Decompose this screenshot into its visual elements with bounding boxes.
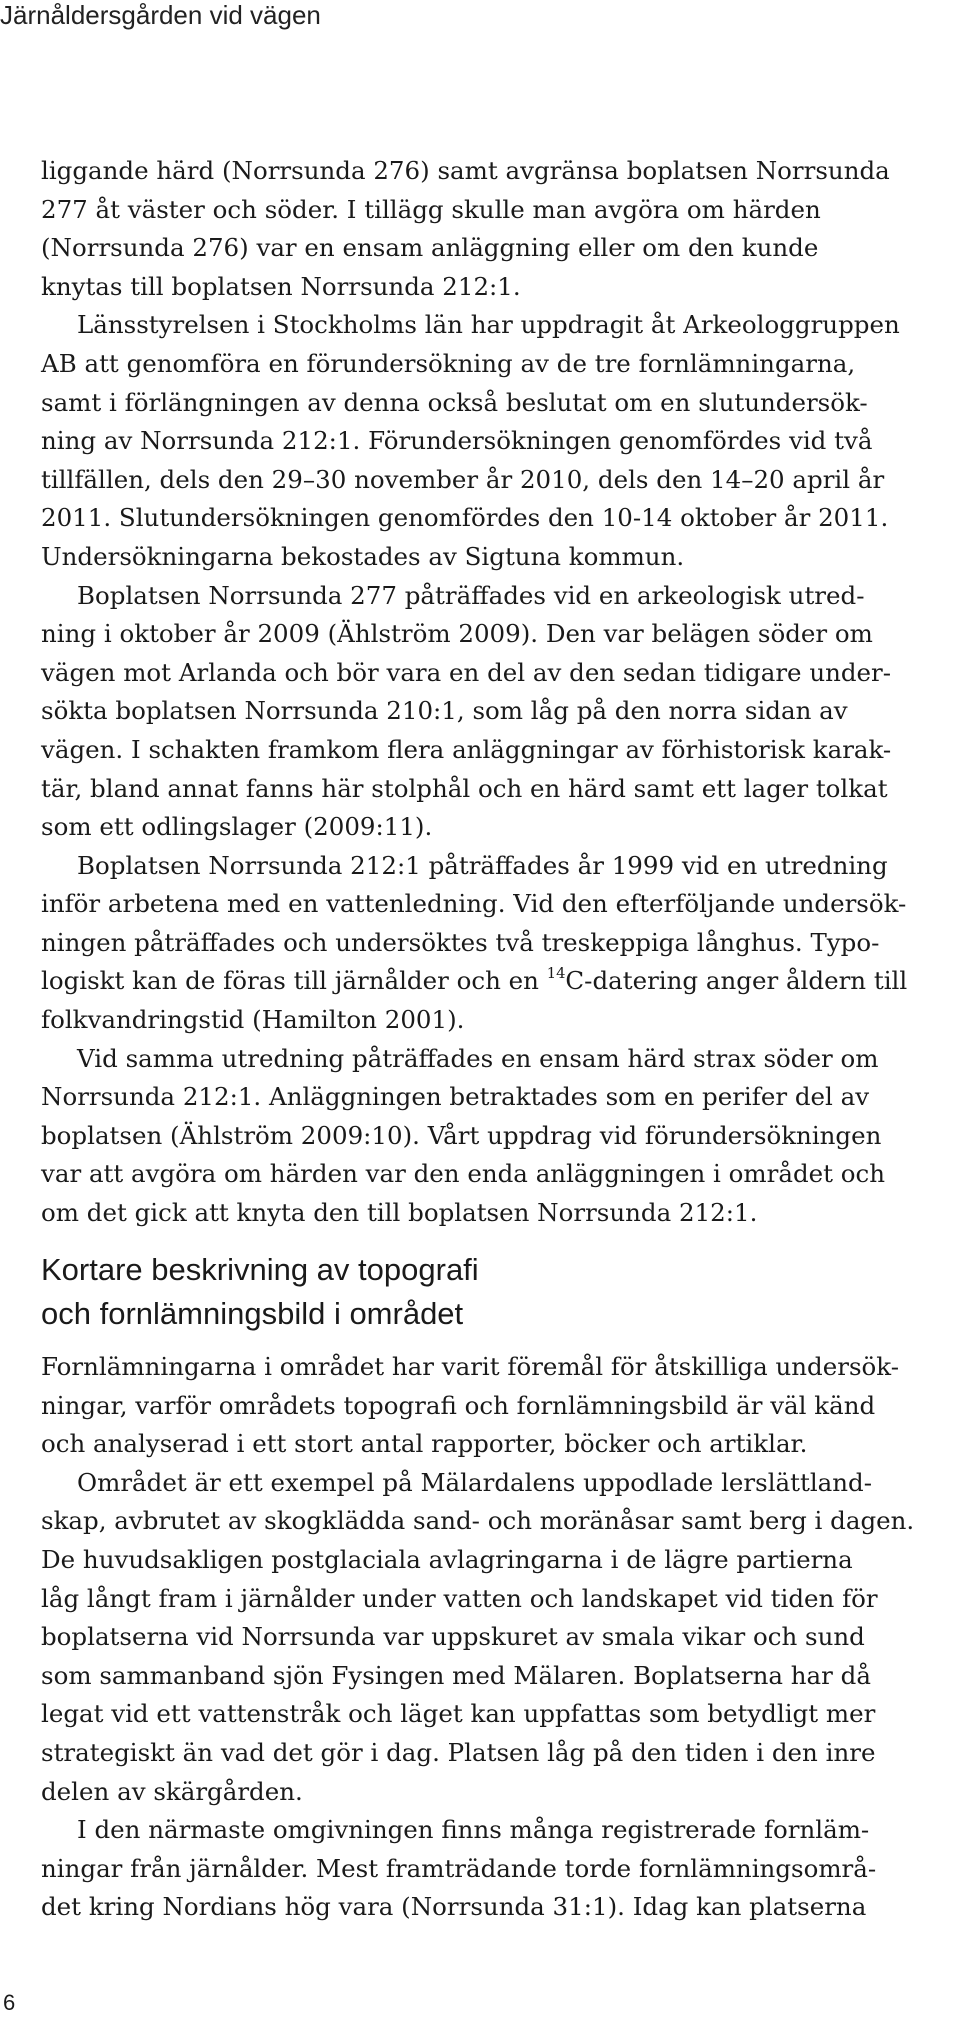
paragraph xyxy=(41,1348,914,1464)
text-line: det kring Nordians hög vara (Norrsunda 31:1). Idag kan platserna xyxy=(41,1892,867,1922)
text-line: ningar från järnålder. Mest framträdande torde fornlämningsområ- xyxy=(41,1853,877,1883)
text-line: Området är ett exempel på Mälardalens uppodlade lerslättland- xyxy=(77,1467,873,1497)
text-line: vägen mot Arlanda och bör vara en del av den sedan tidigare under- xyxy=(41,657,892,687)
page-number: 6 xyxy=(3,1990,16,2015)
text-line: legat vid ett vattenstråk och läget kan uppfattas som betydligt mer xyxy=(41,1699,876,1729)
text-line: tär, bland annat fanns här stolphål och en härd samt ett lager tolkat xyxy=(41,773,888,803)
text-line: boplatsen (Ählström 2009:10). Vårt uppdrag vid förundersökningen xyxy=(41,1120,882,1150)
text-line: AB att genomföra en förundersökning av de tre fornlämningarna, xyxy=(41,348,856,378)
body-text-section xyxy=(41,1348,914,1927)
text-line: ningar, varför områdets topografi och fornlämningsbild är väl känd xyxy=(41,1390,876,1420)
text-line: 2011. Slutundersökningen genomfördes den 10-14 oktober år 2011. xyxy=(41,503,889,533)
text-line: delen av skärgården. xyxy=(41,1776,303,1806)
section-heading-line: Kortare beskrivning av topografi xyxy=(41,1252,479,1287)
text-line xyxy=(41,962,907,1001)
body-text-intro xyxy=(41,152,907,1233)
text-line: Norrsunda 212:1. Anläggningen betraktades som en perifer del av xyxy=(41,1082,870,1112)
running-header: Järnåldersgården vid vägen xyxy=(0,0,321,30)
text-line: inför arbetena med en vattenledning. Vid den efterföljande undersök- xyxy=(41,889,907,919)
paragraph xyxy=(41,152,907,306)
text-line: skap, avbrutet av skogklädda sand- och moränåsar samt berg i dagen. xyxy=(41,1506,915,1536)
text-line: vägen. I schakten framkom flera anläggningar av förhistorisk karak- xyxy=(41,734,892,764)
text-line: boplatserna vid Norrsunda var uppskuret av smala vikar och sund xyxy=(41,1622,865,1652)
paragraph xyxy=(41,577,907,847)
text-segment: logiskt kan de föras till järnålder och en xyxy=(41,966,547,996)
text-line: Boplatsen Norrsunda 277 påträffades vid en arkeologisk utred- xyxy=(77,580,865,610)
text-line: var att avgöra om härden var den enda anläggningen i området och xyxy=(41,1159,886,1189)
text-line: tillfällen, dels den 29–30 november år 2010, dels den 14–20 april år xyxy=(41,464,885,494)
text-line: knytas till boplatsen Norrsunda 212:1. xyxy=(41,271,521,301)
paragraph xyxy=(41,306,907,576)
text-line: folkvandringstid (Hamilton 2001). xyxy=(41,1005,465,1035)
text-line: Fornlämningarna i området har varit föremål för åtskilliga undersök- xyxy=(41,1352,899,1381)
paragraph xyxy=(41,1464,914,1811)
text-line: om det gick att knyta den till boplatsen Norrsunda 212:1. xyxy=(41,1198,758,1228)
text-line: I den närmaste omgivningen finns många registrerade fornläm- xyxy=(77,1815,870,1845)
section-heading-line: och fornlämningsbild i området xyxy=(41,1295,464,1331)
text-line: som ett odlingslager (2009:11). xyxy=(41,812,433,842)
text-line: ningen påträffades och undersöktes två treskeppiga långhus. Typo- xyxy=(41,927,880,957)
text-line: strategiskt än vad det gör i dag. Platsen låg på den tiden i den inre xyxy=(41,1737,876,1767)
text-line: ning i oktober år 2009 (Ählström 2009). Den var belägen söder om xyxy=(41,619,873,649)
section-heading xyxy=(41,1248,479,1335)
text-line: sökta boplatsen Norrsunda 210:1, som låg på den norra sidan av xyxy=(41,696,848,726)
paragraph xyxy=(41,847,907,1040)
text-line: och analyserad i ett stort antal rapporter, böcker och artiklar. xyxy=(41,1429,808,1459)
text-line: De huvudsakligen postglaciala avlagringarna i de lägre partierna xyxy=(41,1544,853,1574)
text-line: samt i förlängningen av denna också beslutat om en slutundersök- xyxy=(41,387,868,417)
text-line: låg långt fram i järnålder under vatten och landskapet vid tiden för xyxy=(41,1583,878,1613)
paragraph xyxy=(41,1811,914,1927)
text-line: Länsstyrelsen i Stockholms län har uppdragit åt Arkeologgruppen xyxy=(77,310,900,340)
text-line: (Norrsunda 276) var en ensam anläggning eller om den kunde xyxy=(41,233,819,263)
paragraph xyxy=(41,1040,907,1233)
text-line: Undersökningarna bekostades av Sigtuna kommun. xyxy=(41,541,685,571)
text-line: 277 åt väster och söder. I tillägg skulle man avgöra om härden xyxy=(41,194,821,224)
text-segment: C-datering anger åldern till xyxy=(565,966,908,996)
text-line: som sammanband sjön Fysingen med Mälaren. Boplatserna har då xyxy=(41,1660,871,1690)
text-line: ning av Norrsunda 212:1. Förundersökningen genomfördes vid två xyxy=(41,426,873,456)
text-line: Boplatsen Norrsunda 212:1 påträffades år 1999 vid en utredning xyxy=(77,850,888,880)
text-line: liggande härd (Norrsunda 276) samt avgränsa boplatsen Norrsunda xyxy=(41,156,890,185)
text-line: Vid samma utredning påträffades en ensam härd strax söder om xyxy=(77,1043,879,1073)
superscript: 14 xyxy=(546,965,566,983)
